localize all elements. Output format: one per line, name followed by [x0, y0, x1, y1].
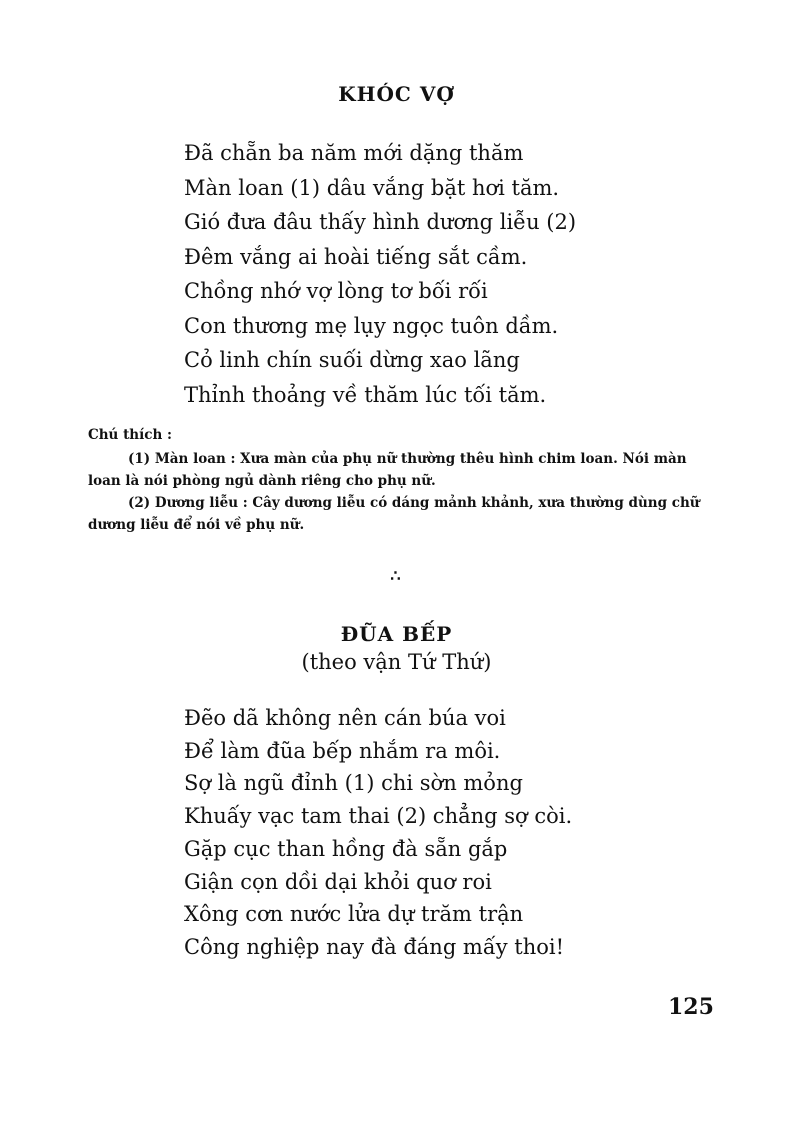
poem1-title: KHÓC VỢ — [338, 82, 455, 106]
poem-line: Con thương mẹ lụy ngọc tuôn dầm. — [184, 313, 559, 338]
poem-line: Gặp cục than hồng đà sẵn gắp — [184, 836, 508, 861]
page-number: 125 — [668, 994, 714, 1020]
poem-line: Để làm đũa bếp nhắm ra môi. — [184, 738, 501, 763]
poem2-body — [184, 702, 572, 964]
poem-line: Gió đưa đâu thấy hình dương liễu (2) — [184, 210, 577, 234]
poem-line: Xông cơn nước lửa dự trăm trận — [184, 902, 524, 927]
poem-line: Màn loan (1) dâu vắng bặt hơi tăm. — [184, 175, 560, 200]
poem1-body — [184, 136, 576, 412]
poem-line: Giận cọn dồi dại khỏi quơ roi — [184, 869, 492, 894]
poem-line: Đẽo dã không nên cán búa voi — [184, 706, 506, 730]
poem2-title: ĐŨA BẾP — [340, 622, 453, 646]
section-separator: ∴ — [390, 566, 403, 585]
poem-line: Chồng nhớ vợ lòng tơ bối rối — [184, 279, 488, 303]
poem-line: Cỏ linh chín suối dừng xao lãng — [184, 348, 520, 372]
poem-line: Đã chẵn ba năm mới dặng thăm — [184, 141, 524, 165]
poem-line: Sợ là ngũ đỉnh (1) chi sờn mỏng — [184, 771, 523, 796]
poem2-subtitle: (theo vận Tứ Thứ) — [301, 650, 492, 674]
footnote: (2) Dương liễu : Cây dương liễu có dáng mảnh khảnh, xưa thường dùng chữ dương liễu để nói về phụ nữ. — [88, 495, 700, 533]
poem-line: Đêm vắng ai hoài tiếng sắt cầm. — [184, 244, 528, 269]
footnotes-heading: Chú thích : — [88, 427, 172, 443]
poem-line: Khuấy vạc tam thai (2) chẳng sợ còi. — [184, 804, 573, 829]
footnote: (1) Màn loan : Xưa màn của phụ nữ thường thêu hình chim loan. Nói màn loan là nói phòng ngủ dành riêng cho phụ nữ. — [88, 451, 687, 489]
poem-line: Công nghiệp nay đà đáng mấy thoi! — [184, 934, 565, 959]
footnotes — [88, 424, 706, 536]
poem-line: Thỉnh thoảng về thăm lúc tối tăm. — [184, 382, 547, 407]
